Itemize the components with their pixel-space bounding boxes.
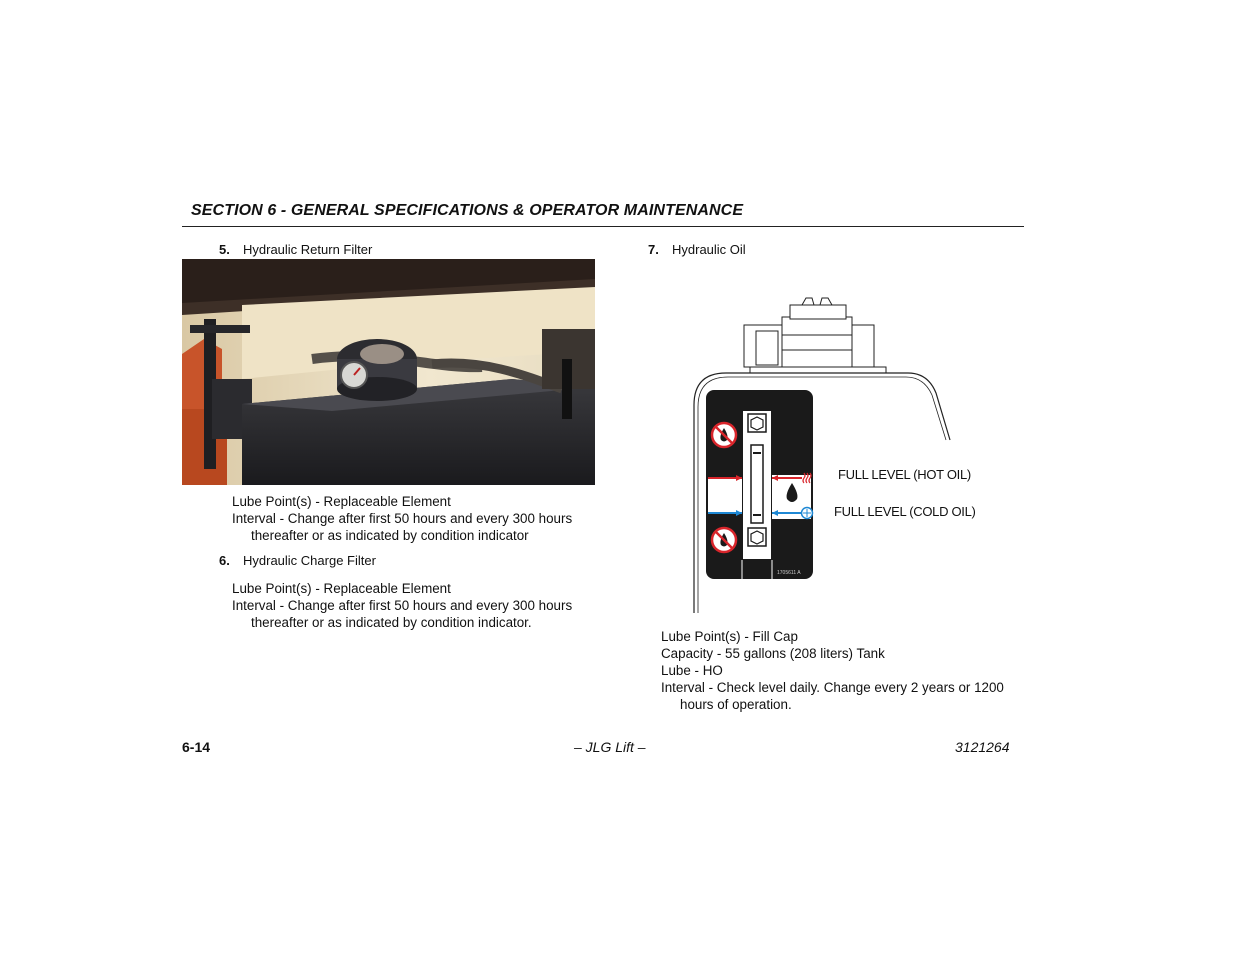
tank-drawing (690, 295, 960, 617)
item-7-interval: Interval - Check level daily. Change every 2 years or 1200 (661, 680, 1004, 695)
item-5-lube-point: Lube Point(s) - Replaceable Element (232, 494, 451, 509)
item-5-heading (219, 242, 372, 257)
item-6-title: Hydraulic Charge Filter (243, 553, 376, 568)
document-number: 3121264 (955, 739, 1010, 755)
no-oil-icon-top (712, 423, 736, 447)
item-5-details (232, 493, 572, 544)
footer-center: – JLG Lift – (574, 739, 646, 755)
item-7-capacity: Capacity - 55 gallons (208 liters) Tank (661, 646, 885, 661)
cold-icon (802, 508, 813, 519)
hydraulic-tank-diagram (690, 295, 960, 617)
photo-illustration (182, 259, 595, 485)
item-5-number: 5. (219, 242, 230, 257)
page-number: 6-14 (182, 739, 211, 755)
item-6-heading (219, 553, 376, 568)
item-7-lube-type: Lube - HO (661, 663, 723, 678)
item-6-number: 6. (219, 553, 230, 568)
item-5-interval-cont: thereafter or as indicated by condition indicator (251, 528, 529, 543)
item-7-number: 7. (648, 242, 659, 257)
item-5-title: Hydraulic Return Filter (243, 242, 373, 257)
item-7-lube-point: Lube Point(s) - Fill Cap (661, 629, 798, 644)
item-6-details (232, 580, 572, 631)
item-7-details (661, 628, 1004, 713)
full-level-cold-label: FULL LEVEL (COLD OIL) (834, 504, 976, 519)
item-5-interval: Interval - Change after first 50 hours and every 300 hours (232, 511, 573, 526)
item-7-title: Hydraulic Oil (672, 242, 746, 257)
item-7-heading (648, 242, 746, 257)
header-rule (182, 226, 1024, 227)
section-title: SECTION 6 - GENERAL SPECIFICATIONS & OPERATOR MAINTENANCE (191, 202, 744, 219)
item-7-interval-cont: hours of operation. (680, 697, 792, 712)
item-6-interval-cont: thereafter or as indicated by condition indicator. (251, 615, 532, 630)
full-level-hot-label: FULL LEVEL (HOT OIL) (838, 467, 971, 482)
item-6-lube-point: Lube Point(s) - Replaceable Element (232, 581, 451, 596)
decal-code: 1705611 A (777, 570, 801, 576)
hydraulic-return-filter-photo (182, 259, 595, 485)
item-6-interval: Interval - Change after first 50 hours and every 300 hours (232, 598, 573, 613)
no-oil-icon-bottom (712, 528, 736, 552)
